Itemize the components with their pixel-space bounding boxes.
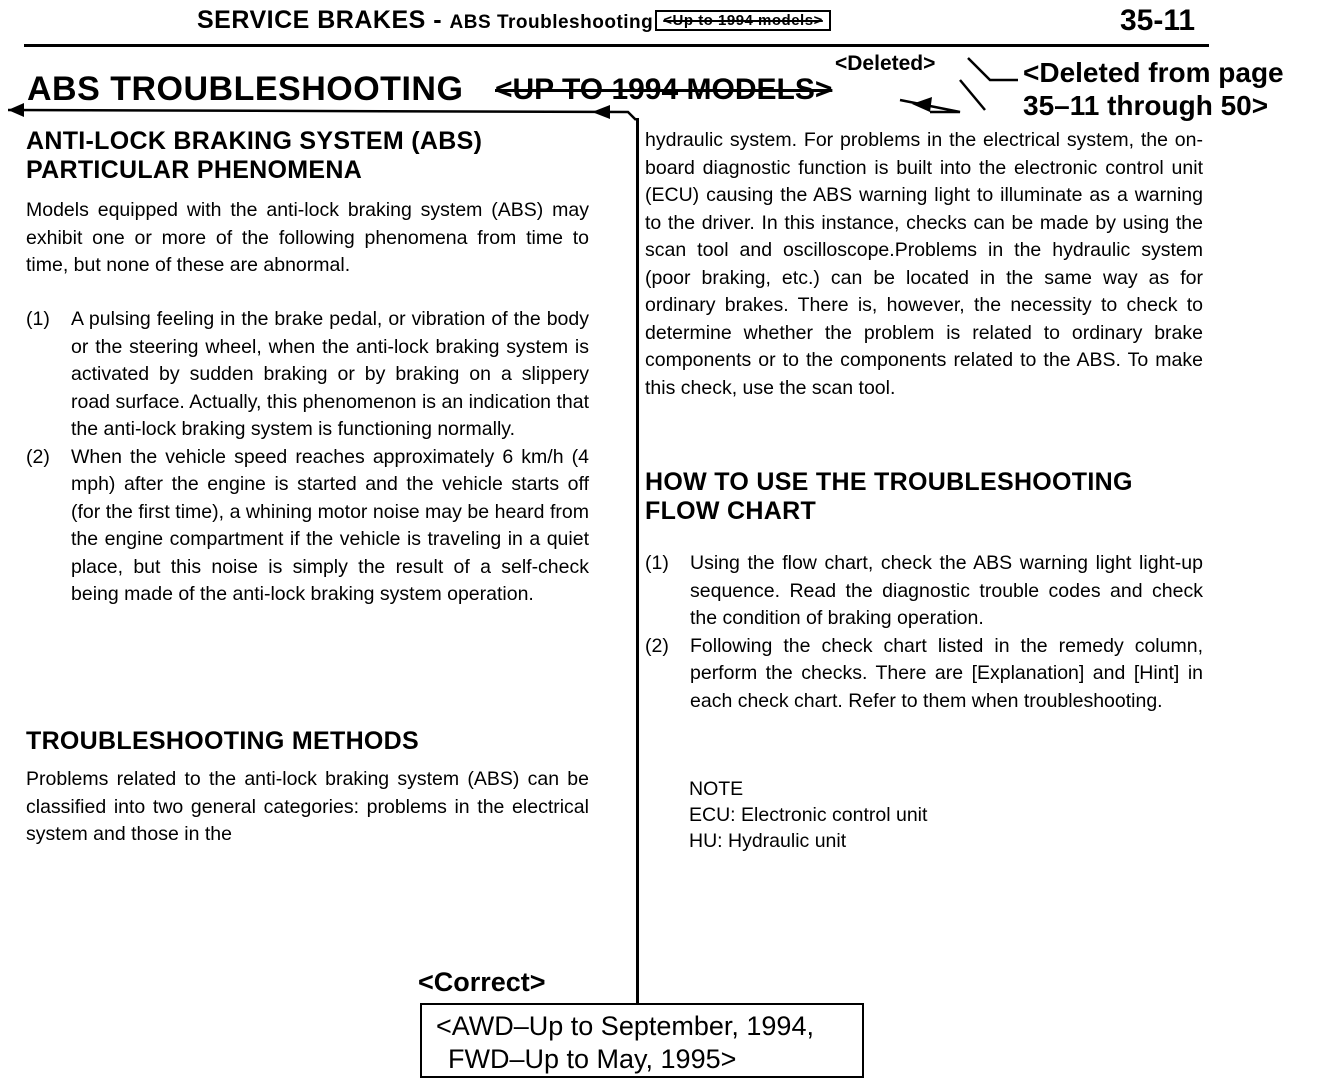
header-subsection: ABS Troubleshooting [449, 12, 654, 33]
howto-heading-line2: FLOW CHART [645, 497, 817, 525]
arrow-head-left [8, 103, 24, 117]
list-item-number: (1) [645, 552, 669, 574]
header-section: SERVICE BRAKES [197, 6, 426, 34]
header-struck-text: <Up to 1994 models> [655, 10, 831, 31]
page-number: 35-11 [1120, 4, 1196, 37]
correct-label: <Correct> [418, 967, 546, 997]
title-struck-text: <UP TO 1994 MODELS> [495, 73, 833, 106]
leader-line-title [960, 80, 985, 110]
deleted-from-line1: <Deleted from page [1023, 57, 1284, 88]
troubleshooting-methods-text: Problems related to the anti-lock braking system (ABS) can be classified into two general categories: problems in the electrical system and those in the [26, 768, 589, 845]
phenomena-intro: Models equipped with the anti-lock braking system (ABS) may exhibit one or more of the following phenomena from time to time, but none of these are abnormal. [26, 199, 589, 276]
title-bracket-line [8, 110, 636, 120]
arrow-head-mid [592, 105, 610, 119]
list-item-number: (2) [26, 445, 50, 468]
page-title: ABS TROUBLESHOOTING [27, 70, 464, 108]
correct-box-line2: FWD–Up to May, 1995> [448, 1044, 737, 1074]
deleted-label: <Deleted> [835, 52, 936, 75]
correct-box-line1: <AWD–Up to September, 1994, [436, 1011, 814, 1041]
troubleshooting-methods-heading: TROUBLESHOOTING METHODS [26, 727, 420, 755]
list-item-text: When the vehicle speed reaches approximately 6 km/h (4 mph) after the engine is started and the vehicle starts off (for the first time), a whining motor noise may be heard from the engine compartment if the vehicle is traveling in a quiet place, but this noise is simply the result of a self-check being made of the anti-lock braking system operation. [71, 445, 589, 605]
list-item-text: Following the check chart listed in the remedy column, perform the checks. There are [Explanation] and [Hint] in each check chart. Refer to them when troubleshooting. [690, 634, 1203, 712]
abs-phenomena-heading-line2: PARTICULAR PHENOMENA [26, 156, 363, 184]
deleted-from-line2: 35–11 through 50> [1023, 90, 1269, 121]
methods-continuation-text: hydraulic system. For problems in the electrical system, the on-board diagnostic function is built into the electronic control unit (ECU) causing the ABS warning light to illuminate as a warning to the driver. In this instance, checks can be made by using the scan tool and oscilloscope.Problems in the hydraulic system (poor braking, etc.) can be located in the same way as for ordinary brakes. There is, however, the necessity to check to determine whether the problem is related to ordinary brake components or to the components related to the ABS. To make this check, use the scan tool. [645, 129, 1203, 399]
list-item-text: Using the flow chart, check the ABS warning light light-up sequence. Read the diagnostic trouble codes and check the condition of braking operation. [690, 552, 1203, 629]
howto-heading-line1: HOW TO USE THE TROUBLESHOOTING [645, 468, 1133, 496]
abs-phenomena-heading-line1: ANTI-LOCK BRAKING SYSTEM (ABS) [26, 127, 483, 155]
list-item-number: (1) [26, 308, 50, 330]
note-ecu: ECU: Electronic control unit [689, 804, 928, 826]
list-item-text: A pulsing feeling in the brake pedal, or vibration of the body or the steering wheel, when the anti-lock braking system is activated by sudden braking or by braking on a slippery road surface. Actually, this phenomenon is an indication that the anti-lock braking system is functioning normally. [71, 308, 589, 440]
note-title: NOTE [689, 778, 744, 800]
header-separator: - [425, 6, 450, 34]
leader-line-header [968, 58, 1018, 80]
arrow-head-right [912, 97, 932, 112]
list-item-number: (2) [645, 634, 669, 657]
note-hu: HU: Hydraulic unit [689, 830, 847, 852]
